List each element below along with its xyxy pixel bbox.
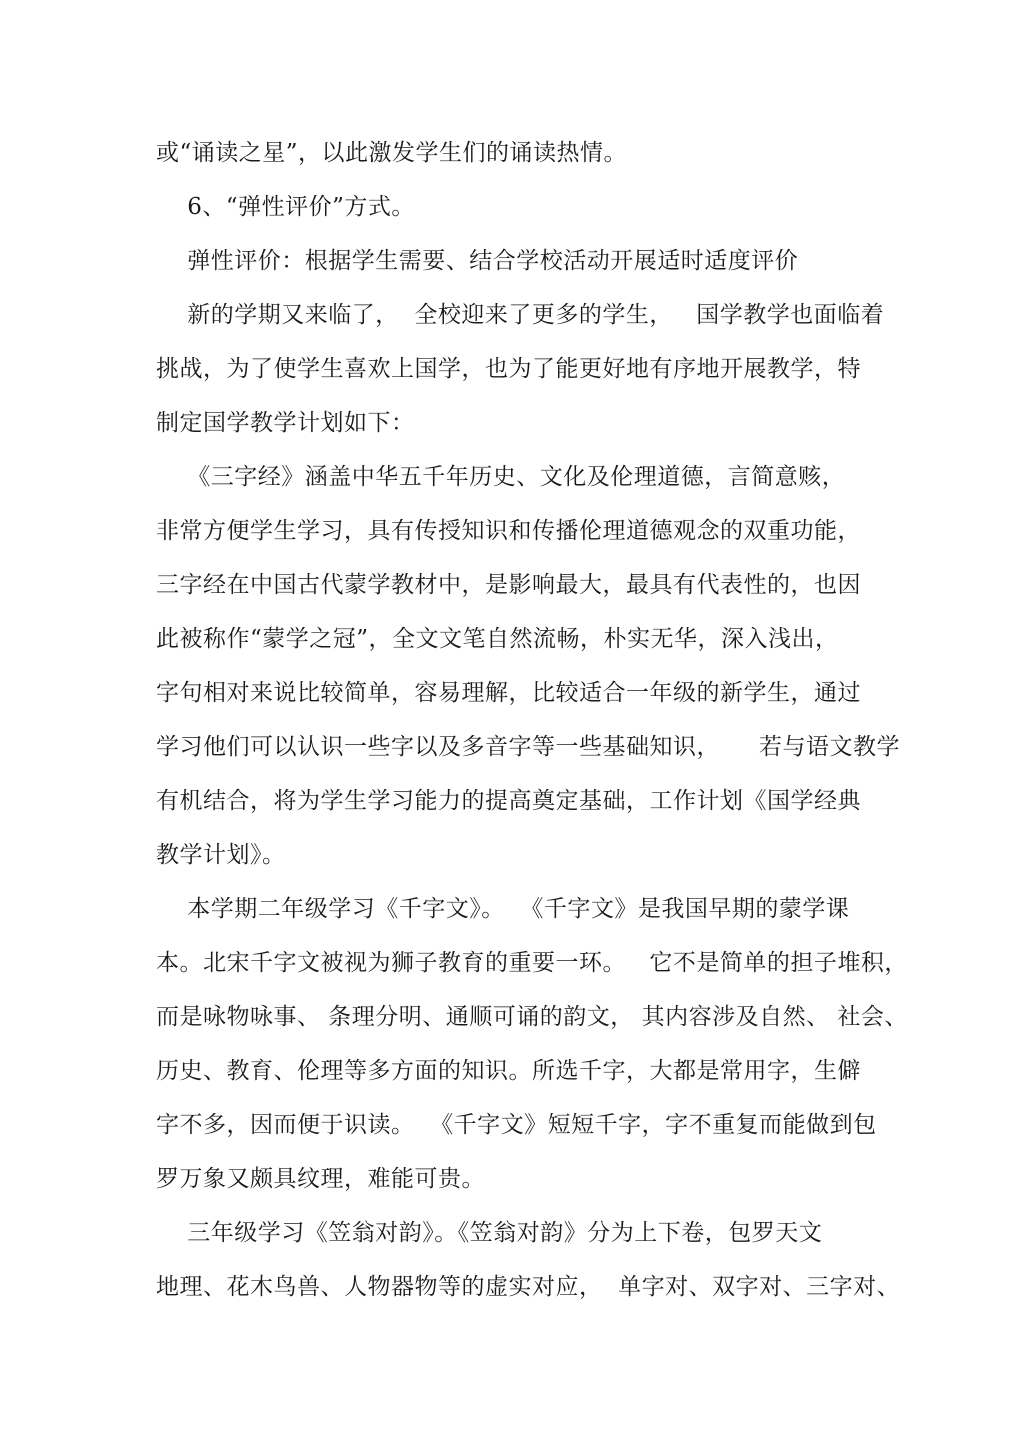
text-line: 历史、教育、伦理等多方面的知识。所选千字，大都是常用字，生僻 xyxy=(156,1058,861,1084)
text-line: 非常方便学生学习，具有传授知识和传播伦理道德观念的双重功能， xyxy=(156,518,861,544)
text-line: 本学期二年级学习《千字文》。 《千字文》是我国早期的蒙学课 xyxy=(156,896,850,922)
text-line: 弹性评价：根据学生需要、结合学校活动开展适时适度评价 xyxy=(156,248,799,274)
text-line: 挑战，为了使学生喜欢上国学，也为了能更好地有序地开展教学，特 xyxy=(156,356,861,382)
text-line: 6、“弹性评价”方式。 xyxy=(156,194,415,220)
text-line: 而是咏物咏事、 条理分明、通顺可诵的韵文， 其内容涉及自然、 社会、 xyxy=(156,1004,908,1030)
text-line: 字句相对来说比较简单，容易理解，比较适合一年级的新学生，通过 xyxy=(156,680,861,706)
text-line: 制定国学教学计划如下： xyxy=(156,410,415,436)
text-line: 罗万象又颇具纹理，难能可贵。 xyxy=(156,1166,485,1192)
text-line: 三字经在中国古代蒙学教材中，是影响最大，最具有代表性的，也因 xyxy=(156,572,861,598)
text-line: 字不多，因而便于识读。 《千字文》短短千字，字不重复而能做到包 xyxy=(156,1112,877,1138)
text-line: 地理、花木鸟兽、人物器物等的虚实对应， 单字对、双字对、三字对、 xyxy=(156,1274,901,1300)
text-line: 《三字经》涵盖中华五千年历史、文化及伦理道德，言简意赅， xyxy=(156,464,846,490)
text-line: 或“诵读之星”，以此激发学生们的诵读热情。 xyxy=(156,140,628,166)
text-line: 有机结合，将为学生学习能力的提高奠定基础，工作计划《国学经典 xyxy=(156,788,861,814)
text-line: 此被称作“蒙学之冠”，全文文笔自然流畅，朴实无华，深入浅出， xyxy=(156,626,839,652)
text-line: 教学计划》。 xyxy=(156,842,286,868)
text-line: 本。北宋千字文被视为狮子教育的重要一环。 它不是简单的担子堆积， xyxy=(156,950,908,976)
text-line: 三年级学习《笠翁对韵》。《笠翁对韵》分为上下卷，包罗天文 xyxy=(156,1220,823,1246)
text-line: 学习他们可以认识一些字以及多音字等一些基础知识， 若与语文教学 xyxy=(156,734,901,760)
text-line: 新的学期又来临了， 全校迎来了更多的学生， 国学教学也面临着 xyxy=(156,302,885,328)
